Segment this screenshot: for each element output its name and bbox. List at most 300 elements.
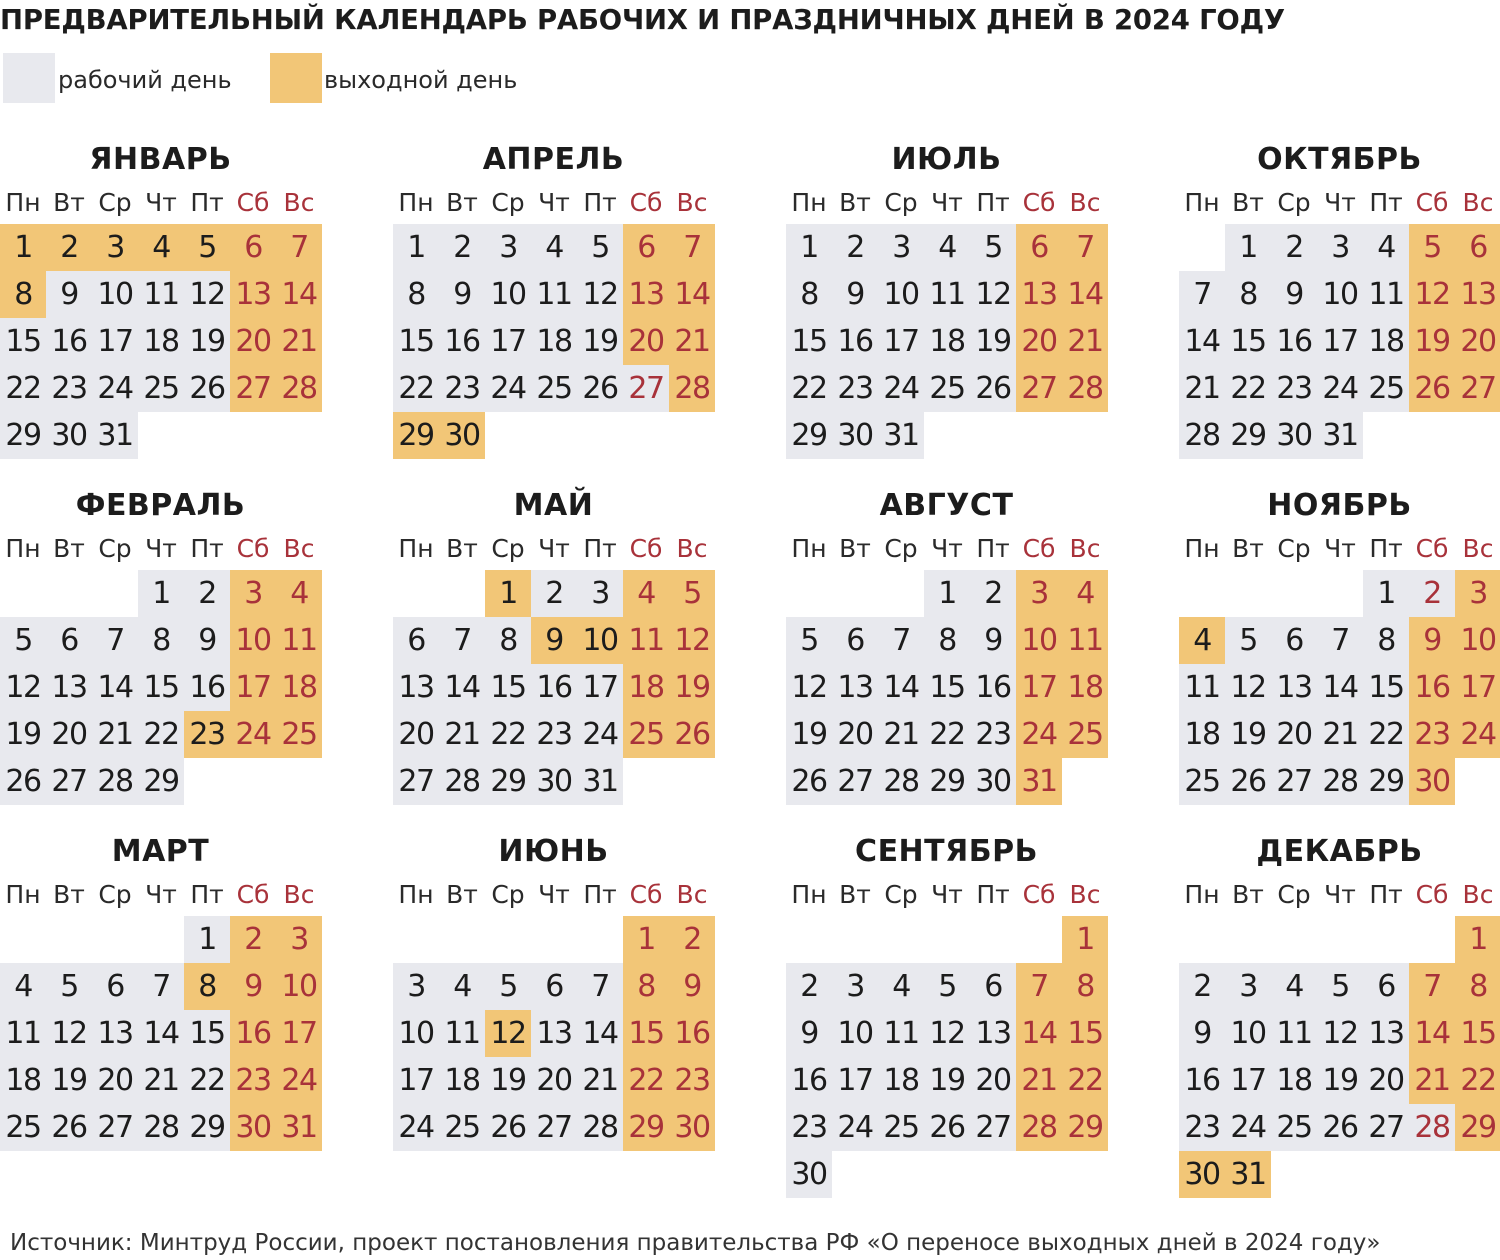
working-day-cell: 29 xyxy=(786,412,832,459)
working-day-cell: 30 xyxy=(786,1151,832,1198)
day-off-cell: 7 xyxy=(669,224,715,271)
working-day-cell: 9 xyxy=(786,1010,832,1057)
working-day-cell: 28 xyxy=(577,1104,623,1151)
day-off-cell: 12 xyxy=(1409,271,1455,318)
working-day-cell: 4 xyxy=(1363,224,1409,271)
day-off-cell: 17 xyxy=(1455,664,1500,711)
working-day-cell: 5 xyxy=(577,224,623,271)
weekday-header: Пт xyxy=(1369,188,1403,217)
working-day-cell: 20 xyxy=(832,711,878,758)
working-day-cell: 6 xyxy=(531,963,577,1010)
day-off-cell: 30 xyxy=(439,412,485,459)
working-day-cell: 2 xyxy=(786,963,832,1010)
working-day-cell: 29 xyxy=(138,758,184,805)
working-day-cell: 18 xyxy=(1271,1057,1317,1104)
working-day-cell: 22 xyxy=(1225,365,1271,412)
working-day-swatch xyxy=(3,53,55,103)
weekday-header: Чт xyxy=(145,534,177,563)
working-day-cell: 11 xyxy=(1363,271,1409,318)
working-day-cell: 19 xyxy=(577,318,623,365)
day-off-cell: 27 xyxy=(1016,365,1062,412)
working-day-cell: 18 xyxy=(531,318,577,365)
day-off-cell: 24 xyxy=(1016,711,1062,758)
month-name: АВГУСТ xyxy=(879,488,1014,523)
day-off-cell: 24 xyxy=(230,711,276,758)
working-day-cell: 31 xyxy=(577,758,623,805)
day-off-cell: 10 xyxy=(1455,617,1500,664)
weekday-header: Вт xyxy=(446,534,478,563)
weekday-header: Ср xyxy=(884,880,918,909)
day-off-cell: 2 xyxy=(669,916,715,963)
day-off-cell: 7 xyxy=(1016,963,1062,1010)
day-off-cell: 14 xyxy=(1062,271,1108,318)
working-day-label: рабочий день xyxy=(58,66,232,94)
working-day-cell: 3 xyxy=(393,963,439,1010)
day-off-cell: 8 xyxy=(0,271,46,318)
weekday-header: Пт xyxy=(583,188,617,217)
working-day-cell: 25 xyxy=(0,1104,46,1151)
day-off-cell: 13 xyxy=(230,271,276,318)
weekday-header: Ср xyxy=(1277,880,1311,909)
day-off-cell: 24 xyxy=(1455,711,1500,758)
working-day-cell: 22 xyxy=(393,365,439,412)
day-off-cell: 4 xyxy=(138,224,184,271)
working-day-cell: 29 xyxy=(485,758,531,805)
working-day-cell: 28 xyxy=(878,758,924,805)
day-off-cell: 21 xyxy=(276,318,322,365)
day-off-cell: 22 xyxy=(1062,1057,1108,1104)
working-day-cell: 7 xyxy=(138,963,184,1010)
weekday-header: Пн xyxy=(791,880,827,909)
working-day-cell: 23 xyxy=(1271,365,1317,412)
day-off-cell: 27 xyxy=(1455,365,1500,412)
working-day-cell: 30 xyxy=(46,412,92,459)
working-day-cell: 29 xyxy=(924,758,970,805)
working-day-cell: 25 xyxy=(1271,1104,1317,1151)
working-day-cell: 16 xyxy=(786,1057,832,1104)
working-day-cell: 29 xyxy=(1363,758,1409,805)
working-day-cell: 8 xyxy=(786,271,832,318)
weekday-header: Вс xyxy=(1462,188,1494,217)
working-day-cell: 25 xyxy=(878,1104,924,1151)
day-off-cell: 18 xyxy=(1062,664,1108,711)
working-day-cell: 22 xyxy=(786,365,832,412)
working-day-cell: 10 xyxy=(393,1010,439,1057)
working-day-cell: 27 xyxy=(1363,1104,1409,1151)
day-off-cell: 4 xyxy=(1179,617,1225,664)
weekday-header: Вт xyxy=(1232,534,1264,563)
working-day-cell: 5 xyxy=(1317,963,1363,1010)
working-day-cell: 14 xyxy=(1179,318,1225,365)
day-off-cell: 13 xyxy=(1455,271,1500,318)
working-day-cell: 10 xyxy=(832,1010,878,1057)
working-day-cell: 13 xyxy=(1363,1010,1409,1057)
day-off-cell: 23 xyxy=(230,1057,276,1104)
working-day-cell: 7 xyxy=(1179,271,1225,318)
weekday-header: Ср xyxy=(491,880,525,909)
day-off-cell: 1 xyxy=(0,224,46,271)
working-day-cell: 26 xyxy=(0,758,46,805)
weekday-header: Чт xyxy=(538,188,570,217)
month-name: СЕНТЯБРЬ xyxy=(855,834,1038,869)
working-day-cell: 11 xyxy=(878,1010,924,1057)
day-off-cell: 22 xyxy=(623,1057,669,1104)
weekday-header: Пн xyxy=(5,534,41,563)
day-off-cell: 6 xyxy=(1455,224,1500,271)
working-day-cell: 15 xyxy=(138,664,184,711)
working-day-cell: 9 xyxy=(970,617,1016,664)
working-day-cell: 15 xyxy=(1225,318,1271,365)
working-day-cell: 20 xyxy=(531,1057,577,1104)
working-day-cell: 23 xyxy=(832,365,878,412)
weekday-header: Вс xyxy=(1069,188,1101,217)
day-off-cell: 24 xyxy=(276,1057,322,1104)
working-day-cell: 6 xyxy=(393,617,439,664)
working-day-cell: 19 xyxy=(1225,711,1271,758)
working-day-cell: 18 xyxy=(0,1057,46,1104)
working-day-cell: 6 xyxy=(92,963,138,1010)
weekday-header: Пн xyxy=(1184,188,1220,217)
weekday-header: Сб xyxy=(1415,188,1449,217)
working-day-cell: 11 xyxy=(531,271,577,318)
working-day-cell: 18 xyxy=(1179,711,1225,758)
working-day-cell: 15 xyxy=(1363,664,1409,711)
weekday-header: Пт xyxy=(1369,534,1403,563)
day-off-cell: 12 xyxy=(669,617,715,664)
working-day-cell: 27 xyxy=(623,365,669,412)
working-day-cell: 19 xyxy=(924,1057,970,1104)
working-day-cell: 3 xyxy=(832,963,878,1010)
working-day-cell: 14 xyxy=(577,1010,623,1057)
working-day-cell: 21 xyxy=(577,1057,623,1104)
day-off-cell: 1 xyxy=(485,570,531,617)
working-day-cell: 18 xyxy=(1363,318,1409,365)
day-off-cell: 3 xyxy=(92,224,138,271)
working-day-cell: 9 xyxy=(46,271,92,318)
weekday-header: Пт xyxy=(190,188,224,217)
working-day-cell: 13 xyxy=(970,1010,1016,1057)
working-day-cell: 15 xyxy=(786,318,832,365)
working-day-cell: 19 xyxy=(0,711,46,758)
weekday-header: Чт xyxy=(145,880,177,909)
working-day-cell: 30 xyxy=(1271,412,1317,459)
working-day-cell: 22 xyxy=(924,711,970,758)
working-day-cell: 24 xyxy=(92,365,138,412)
working-day-cell: 26 xyxy=(46,1104,92,1151)
day-off-cell: 14 xyxy=(276,271,322,318)
day-off-cell: 29 xyxy=(1455,1104,1500,1151)
working-day-cell: 4 xyxy=(0,963,46,1010)
working-day-cell: 2 xyxy=(531,570,577,617)
day-off-cell: 18 xyxy=(623,664,669,711)
working-day-cell: 30 xyxy=(832,412,878,459)
working-day-cell: 16 xyxy=(46,318,92,365)
working-day-cell: 27 xyxy=(46,758,92,805)
working-day-cell: 23 xyxy=(531,711,577,758)
day-off-cell: 28 xyxy=(1016,1104,1062,1151)
working-day-cell: 21 xyxy=(1179,365,1225,412)
day-off-cell: 31 xyxy=(1016,758,1062,805)
working-day-cell: 16 xyxy=(439,318,485,365)
weekday-header: Вт xyxy=(446,188,478,217)
weekday-header: Пн xyxy=(791,188,827,217)
working-day-cell: 25 xyxy=(138,365,184,412)
working-day-cell: 25 xyxy=(1363,365,1409,412)
weekday-header: Чт xyxy=(931,188,963,217)
working-day-cell: 6 xyxy=(1363,963,1409,1010)
working-day-cell: 14 xyxy=(1317,664,1363,711)
month-name: НОЯБРЬ xyxy=(1267,488,1412,523)
working-day-cell: 26 xyxy=(970,365,1016,412)
working-day-cell: 26 xyxy=(1317,1104,1363,1151)
working-day-cell: 14 xyxy=(138,1010,184,1057)
day-off-cell: 3 xyxy=(230,570,276,617)
working-day-cell: 12 xyxy=(1317,1010,1363,1057)
working-day-cell: 23 xyxy=(786,1104,832,1151)
working-day-cell: 16 xyxy=(832,318,878,365)
day-off-cell: 11 xyxy=(1062,617,1108,664)
working-day-cell: 8 xyxy=(1225,271,1271,318)
working-day-cell: 25 xyxy=(924,365,970,412)
day-off-cell: 9 xyxy=(669,963,715,1010)
working-day-cell: 24 xyxy=(1225,1104,1271,1151)
working-day-cell: 17 xyxy=(485,318,531,365)
working-day-cell: 30 xyxy=(970,758,1016,805)
working-day-cell: 3 xyxy=(1225,963,1271,1010)
working-day-cell: 3 xyxy=(1317,224,1363,271)
day-off-cell: 14 xyxy=(669,271,715,318)
working-day-cell: 8 xyxy=(485,617,531,664)
working-day-cell: 11 xyxy=(1179,664,1225,711)
weekday-header: Сб xyxy=(629,188,663,217)
working-day-cell: 7 xyxy=(878,617,924,664)
day-off-cell: 14 xyxy=(1016,1010,1062,1057)
day-off-cell: 2 xyxy=(230,916,276,963)
weekday-header: Сб xyxy=(1022,188,1056,217)
day-off-cell: 25 xyxy=(623,711,669,758)
working-day-cell: 17 xyxy=(393,1057,439,1104)
working-day-cell: 28 xyxy=(1179,412,1225,459)
working-day-cell: 15 xyxy=(393,318,439,365)
weekday-header: Вт xyxy=(839,880,871,909)
working-day-cell: 17 xyxy=(1225,1057,1271,1104)
working-day-cell: 1 xyxy=(924,570,970,617)
weekday-header: Ср xyxy=(1277,188,1311,217)
working-day-cell: 5 xyxy=(786,617,832,664)
working-day-cell: 8 xyxy=(1363,617,1409,664)
day-off-cell: 4 xyxy=(276,570,322,617)
day-off-cell: 10 xyxy=(577,617,623,664)
working-day-cell: 16 xyxy=(184,664,230,711)
weekday-header: Пт xyxy=(976,188,1010,217)
working-day-cell: 22 xyxy=(0,365,46,412)
day-off-cell: 31 xyxy=(276,1104,322,1151)
working-day-cell: 6 xyxy=(970,963,1016,1010)
working-day-cell: 6 xyxy=(46,617,92,664)
day-off-cell: 12 xyxy=(485,1010,531,1057)
working-day-cell: 4 xyxy=(878,963,924,1010)
working-day-cell: 10 xyxy=(485,271,531,318)
day-off-cell: 14 xyxy=(1409,1010,1455,1057)
working-day-cell: 18 xyxy=(439,1057,485,1104)
weekday-header: Ср xyxy=(491,188,525,217)
working-day-cell: 12 xyxy=(786,664,832,711)
day-off-cell: 18 xyxy=(276,664,322,711)
day-off-cell: 20 xyxy=(623,318,669,365)
working-day-cell: 7 xyxy=(577,963,623,1010)
day-off-cell: 7 xyxy=(1409,963,1455,1010)
day-off-cell: 5 xyxy=(184,224,230,271)
working-day-cell: 2 xyxy=(1271,224,1317,271)
working-day-cell: 14 xyxy=(878,664,924,711)
day-off-cell: 16 xyxy=(1409,664,1455,711)
working-day-cell: 27 xyxy=(531,1104,577,1151)
month-name: ИЮНЬ xyxy=(498,834,609,869)
working-day-cell: 10 xyxy=(1225,1010,1271,1057)
working-day-cell: 8 xyxy=(138,617,184,664)
weekday-header: Пн xyxy=(1184,534,1220,563)
working-day-cell: 19 xyxy=(970,318,1016,365)
day-off-cell: 15 xyxy=(1455,1010,1500,1057)
working-day-cell: 15 xyxy=(485,664,531,711)
weekday-header: Сб xyxy=(1415,880,1449,909)
day-off-cell: 3 xyxy=(276,916,322,963)
day-off-cell: 1 xyxy=(623,916,669,963)
working-day-cell: 24 xyxy=(485,365,531,412)
working-day-cell: 21 xyxy=(138,1057,184,1104)
day-off-cell: 8 xyxy=(623,963,669,1010)
weekday-header: Сб xyxy=(236,534,270,563)
weekday-header: Пт xyxy=(976,880,1010,909)
weekday-header: Вт xyxy=(446,880,478,909)
day-off-cell: 1 xyxy=(1062,916,1108,963)
day-off-cell: 25 xyxy=(276,711,322,758)
working-day-cell: 19 xyxy=(485,1057,531,1104)
working-day-cell: 2 xyxy=(184,570,230,617)
day-off-cell: 6 xyxy=(623,224,669,271)
weekday-header: Вт xyxy=(53,880,85,909)
weekday-header: Сб xyxy=(629,880,663,909)
month-name: АПРЕЛЬ xyxy=(482,142,625,177)
day-off-cell: 8 xyxy=(1455,963,1500,1010)
weekday-header: Пт xyxy=(1369,880,1403,909)
day-off-cell: 22 xyxy=(1455,1057,1500,1104)
working-day-cell: 19 xyxy=(46,1057,92,1104)
month-name: ДЕКАБРЬ xyxy=(1256,834,1423,869)
working-day-cell: 16 xyxy=(1271,318,1317,365)
working-day-cell: 7 xyxy=(439,617,485,664)
working-day-cell: 1 xyxy=(786,224,832,271)
working-day-cell: 9 xyxy=(832,271,878,318)
working-day-cell: 24 xyxy=(393,1104,439,1151)
working-day-cell: 18 xyxy=(924,318,970,365)
working-day-cell: 23 xyxy=(46,365,92,412)
weekday-header: Чт xyxy=(538,880,570,909)
weekday-header: Чт xyxy=(931,534,963,563)
day-off-cell: 27 xyxy=(230,365,276,412)
weekday-header: Пт xyxy=(190,534,224,563)
working-day-cell: 23 xyxy=(1179,1104,1225,1151)
working-day-cell: 25 xyxy=(1179,758,1225,805)
weekday-header: Пт xyxy=(583,534,617,563)
day-off-cell: 30 xyxy=(1409,758,1455,805)
day-off-cell: 13 xyxy=(1016,271,1062,318)
day-off-cell: 25 xyxy=(1062,711,1108,758)
weekday-header: Пт xyxy=(976,534,1010,563)
day-off-cell: 30 xyxy=(669,1104,715,1151)
working-day-cell: 22 xyxy=(485,711,531,758)
working-day-cell: 10 xyxy=(92,271,138,318)
working-day-cell: 17 xyxy=(92,318,138,365)
working-day-cell: 3 xyxy=(485,224,531,271)
working-day-cell: 27 xyxy=(92,1104,138,1151)
working-day-cell: 26 xyxy=(485,1104,531,1151)
day-off-cell: 16 xyxy=(669,1010,715,1057)
working-day-cell: 24 xyxy=(577,711,623,758)
working-day-cell: 10 xyxy=(878,271,924,318)
working-day-cell: 24 xyxy=(878,365,924,412)
weekday-header: Вт xyxy=(1232,880,1264,909)
working-day-cell: 16 xyxy=(970,664,1016,711)
day-off-cell: 4 xyxy=(1062,570,1108,617)
weekday-header: Пт xyxy=(583,880,617,909)
weekday-header: Пн xyxy=(398,188,434,217)
day-off-cell: 29 xyxy=(393,412,439,459)
working-day-cell: 5 xyxy=(0,617,46,664)
month-name: ЯНВАРЬ xyxy=(89,142,232,177)
weekday-header: Вс xyxy=(676,188,708,217)
day-off-cell: 19 xyxy=(1409,318,1455,365)
working-day-cell: 13 xyxy=(1271,664,1317,711)
day-off-cell: 17 xyxy=(1016,664,1062,711)
working-day-cell: 9 xyxy=(1179,1010,1225,1057)
working-day-cell: 13 xyxy=(46,664,92,711)
working-day-cell: 26 xyxy=(577,365,623,412)
working-day-cell: 14 xyxy=(92,664,138,711)
weekday-header: Вс xyxy=(1069,880,1101,909)
working-day-cell: 2 xyxy=(439,224,485,271)
day-off-cell: 9 xyxy=(1409,617,1455,664)
weekday-header: Пн xyxy=(398,534,434,563)
working-day-cell: 20 xyxy=(393,711,439,758)
working-day-cell: 25 xyxy=(439,1104,485,1151)
working-day-cell: 13 xyxy=(531,1010,577,1057)
working-day-cell: 22 xyxy=(138,711,184,758)
working-day-cell: 29 xyxy=(0,412,46,459)
weekday-header: Вс xyxy=(283,534,315,563)
weekday-header: Сб xyxy=(236,880,270,909)
weekday-header: Пт xyxy=(190,880,224,909)
weekday-header: Ср xyxy=(98,534,132,563)
working-day-cell: 24 xyxy=(1317,365,1363,412)
weekday-header: Вт xyxy=(1232,188,1264,217)
weekday-header: Вс xyxy=(283,880,315,909)
working-day-cell: 31 xyxy=(878,412,924,459)
working-day-cell: 4 xyxy=(924,224,970,271)
working-day-cell: 15 xyxy=(924,664,970,711)
working-day-cell: 15 xyxy=(184,1010,230,1057)
working-day-cell: 19 xyxy=(786,711,832,758)
weekday-header: Вт xyxy=(53,188,85,217)
working-day-cell: 17 xyxy=(832,1057,878,1104)
day-off-cell: 4 xyxy=(623,570,669,617)
working-day-cell: 26 xyxy=(1225,758,1271,805)
working-day-cell: 27 xyxy=(970,1104,1016,1151)
day-off-cell: 10 xyxy=(230,617,276,664)
working-day-cell: 12 xyxy=(577,271,623,318)
day-off-cell: 16 xyxy=(230,1010,276,1057)
working-day-cell: 20 xyxy=(1363,1057,1409,1104)
